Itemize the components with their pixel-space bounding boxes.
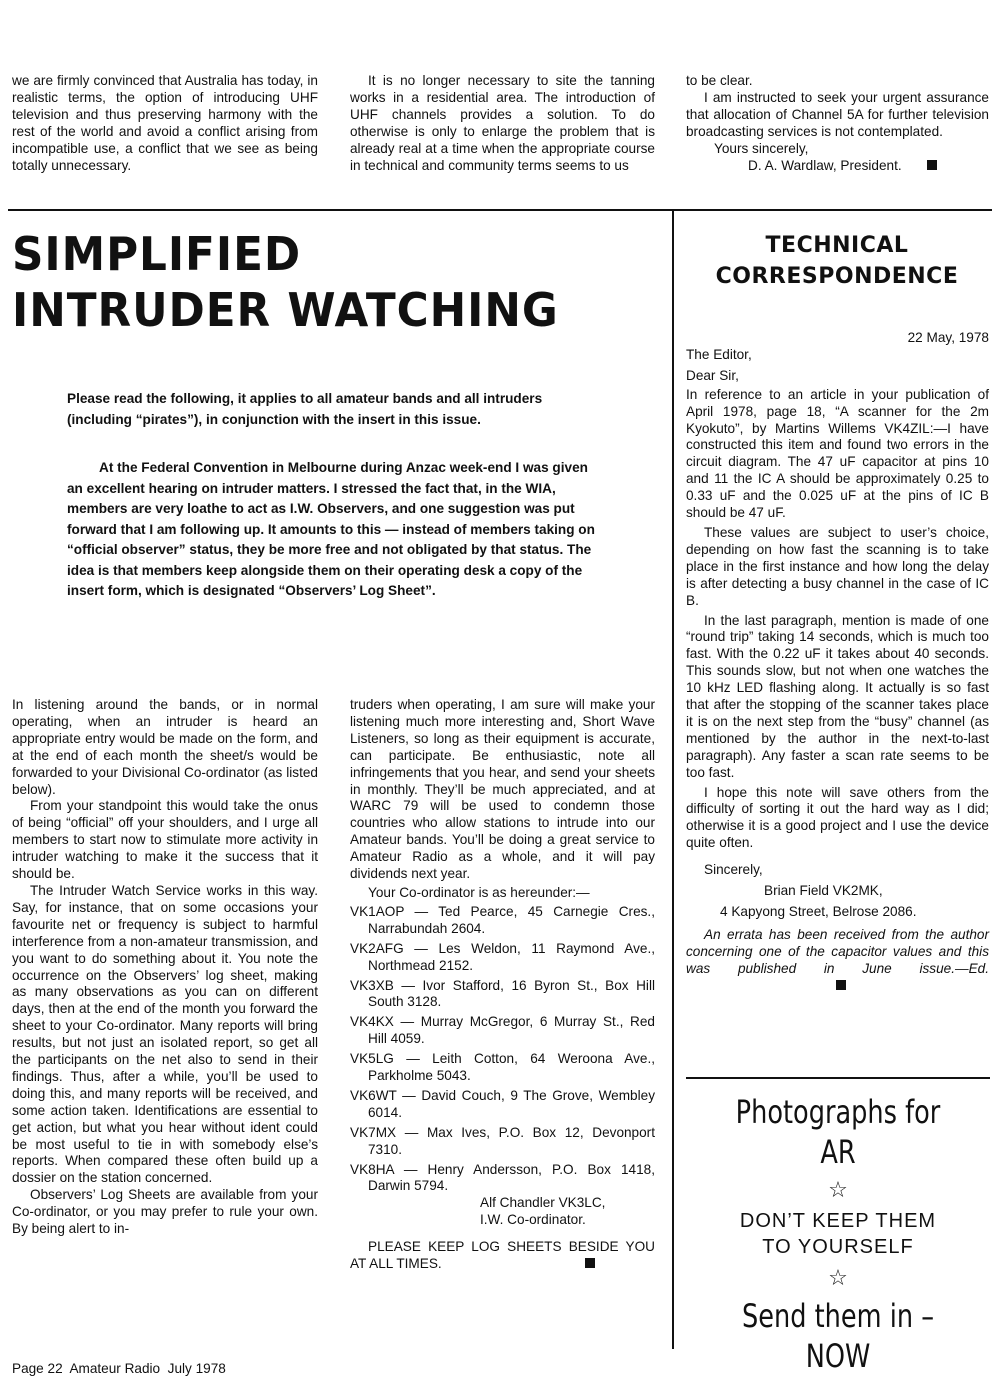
page-footer: Page 22 Amateur Radio July 1978 <box>12 1361 226 1376</box>
tech-heading-line-1: TECHNICAL <box>765 233 909 258</box>
letter-continuation: to be clear. <box>686 73 753 88</box>
coordinator-entry: VK6WT — David Couch, 9 The Grove, Wembley 6014. <box>350 1087 655 1120</box>
headline-line-1: SIMPLIFIED <box>12 227 302 281</box>
article-closing-text: PLEASE KEEP LOG SHEETS BESIDE YOU AT ALL TIMES. <box>350 1239 655 1272</box>
editor-note-text: An errata has been received from the author concerning one of the capacitor values and this was published in June issue.—Ed. <box>686 926 989 976</box>
ad-headline: Photographs for AR <box>735 1093 941 1171</box>
tech-heading-line-2: CORRESPONDENCE <box>715 264 959 289</box>
editor-note <box>686 927 989 995</box>
top-column-2-text: It is no longer necessary to site the tanning works in a residential area. The introduction of UHF channels provides a solution. To do otherwise is only to enlarge the problem that is already real at a time when the appropriate course in technical and community terms seems to us <box>350 73 655 173</box>
end-mark-icon <box>927 160 937 170</box>
intro-paragraph-1: Please read the following, it applies to all amateur bands and all intruders (including “pirates”), in conjunction with the insert in this issue. <box>67 391 543 427</box>
article-paragraph: The Intruder Watch Service works in this way. Say, for instance, that on some occasions your favourite net or frequency is subject to harmful interference from a non-amateur transmission, and you want to do something about it. You note the occurrence on the Observers’ log sheet, making as many observations as you can on different days, then at the end of the month you forward the sheet to your Co-ordinator. Many reports will bring results, but not just an isolated report, so get all the participants on the net also to send in their findings. Thus, after a while, you’ll be used to doing this, and many reports will be received, and some action taken. Identifications are essential to get action, but what you hear without ident could be most useful to tie in with somebody else’s reports. When compared these often build up a dossier on the station concerned. <box>12 882 318 1186</box>
article-paragraph: In listening around the bands, or in normal operating, when an intruder is heard an appropriate entry would be made on the form, and at the end of each month the sheet/s would be forwarded to your Divisional Co-ordinator (as listed below). <box>12 697 318 797</box>
letter-paragraph: In the last paragraph, mention is made of one “round trip” taking 14 seconds, which is much too fast. With the 0.22 uF it takes about 40 seconds. This sounds slow, but not when one watches the 10 kHz LED flashing along. It actually is so fast that after the stopping of the scanner takes place it is on the next step from the “busy” channel (as mentioned by the author in the next-to-last paragraph). Any faster a scan rate seems to be too fast. <box>686 612 989 780</box>
section-divider <box>8 209 992 211</box>
coordinator-entry: VK8HA — Henry Andersson, P.O. Box 1418, Darwin 5794. <box>350 1161 655 1194</box>
letter-paragraph: I hope this note will save others from the difficulty of sorting it out the hard way as I did; otherwise it is a good project and I use the device quite often. <box>686 784 989 851</box>
article-intro <box>67 389 607 602</box>
top-column-3 <box>686 73 989 174</box>
coordinator-entry: VK4KX — Murray McGregor, 6 Murray St., Red Hill 4059. <box>350 1014 655 1047</box>
top-column-2 <box>350 73 655 174</box>
letter-signature-text: D. A. Wardlaw, President. <box>748 157 902 173</box>
coordinator-entry: VK5LG — Leith Cotton, 64 Weroona Ave., Parkholme 5043. <box>350 1051 655 1084</box>
letter-paragraph: In reference to an article in your publication of April 1978, page 18, “A scanner for the 2m Kyokuto”, by Martins Willems VK4ZIL:—I have constructed this item and found two errors in the circuit diagram. The 47 uF capacitor at pins 10 and 11 the IC A should be approximately 0.25 to 0.33 uF and the 0.025 uF at the pins of IC B should be 47 uF. <box>686 386 989 521</box>
letter-date: 22 May, 1978 <box>907 330 989 345</box>
letter-salutation: Dear Sir, <box>686 367 739 383</box>
intro-paragraph-2: At the Federal Convention in Melbourne during Anzac week-end I was given an excellent hearing on intruder matters. I stressed the fact that, in the WIA, members are very loathe to act as I.W. Observers, and one suggestion was put forward that I am following up. It amounts to this — instead of members taking on “official observer” status, they be more free and not obligated by that status. The idea is that members keep alongside them on their operating desk a copy of the insert form, which is designated “Observers’ Log Sheet”. <box>67 460 595 598</box>
coordinator-list <box>350 904 655 1196</box>
article-column-middle <box>350 697 655 1273</box>
article-signature-name: Alf Chandler VK3LC, <box>480 1195 606 1211</box>
letter-signature <box>686 158 989 175</box>
letter-closing: Yours sincerely, <box>714 140 809 156</box>
column-divider <box>672 209 674 1349</box>
top-column-1 <box>12 73 318 174</box>
article-paragraph: From your standpoint this would take the onus of being “official” off your shoulders, and I urge all members to start now to stimulate more activity in intruder watching to make it the success that it should be. <box>12 798 318 882</box>
article-paragraph: truders when operating, I am sure will make your listening much more interesting and, Short Wave Listeners, so long as their equipment is accurate, can participate. Be enthusiastic, note all infringements that you hear, and send your sheets in monthly. They’ll be much appreciated, and at WARC 79 will be used to condemn those countries who allow stations to intrude into our Amateur bands. You’ll be doing a great service to Amateur Radio as a whole, and it will pay dividends next year. <box>350 697 655 882</box>
article-paragraph: Observers’ Log Sheets are available from your Co-ordinator, or you may prefer to rule your own. By being alert to in- <box>12 1187 318 1237</box>
letter-paragraph: These values are subject to user’s choice, depending on how fast the scanning is to take place in the first instance and how long the delay is after detecting a busy channel in the case of IC B. <box>686 524 989 608</box>
ad-line-2: DON’T KEEP THEM <box>739 1210 937 1232</box>
photographs-ad <box>686 1092 990 1376</box>
letter-signature-address: 4 Kapyong Street, Belrose 2086. <box>720 904 917 919</box>
coordinator-entry: VK1AOP — Ted Pearce, 45 Carnegie Cres., Narrabundah 2604. <box>350 903 655 936</box>
letter-request: I am instructed to seek your urgent assurance that allocation of Channel 5A for further television broadcasting services is not contemplated. <box>686 89 989 139</box>
star-icon: ☆ <box>828 1266 848 1291</box>
star-icon: ☆ <box>828 1178 848 1203</box>
end-mark-icon <box>836 980 846 990</box>
article-column-left <box>12 697 318 1238</box>
top-column-1-text: we are firmly convinced that Australia has today, in realistic terms, the option of introducing UHF television and thus preserving harmony with the rest of the world and avoid a conflict arising from incompatible use, a conflict that we see as being totally unnecessary. <box>12 73 318 173</box>
ad-line-3: TO YOURSELF <box>762 1236 914 1258</box>
coordinator-intro: Your Co-ordinator is as hereunder:— <box>368 884 590 900</box>
tech-letter <box>686 330 989 995</box>
ad-call-to-action: Send them in – NOW <box>742 1297 934 1375</box>
coordinator-entry: VK7MX — Max Ives, P.O. Box 12, Devonport 7310. <box>350 1124 655 1157</box>
coordinator-entry: VK3XB — Ivor Stafford, 16 Byron St., Box Hill South 3128. <box>350 977 655 1010</box>
letter-signature-name: Brian Field VK2MK, <box>764 883 883 899</box>
article-closing <box>350 1239 655 1273</box>
end-mark-icon <box>585 1258 595 1268</box>
ad-divider <box>686 1077 990 1079</box>
letter-closing: Sincerely, <box>704 862 763 878</box>
headline-line-2: INTRUDER WATCHING <box>12 283 559 337</box>
letter-recipient: The Editor, <box>686 346 752 362</box>
tech-correspondence-heading <box>684 230 990 292</box>
coordinator-entry: VK2AFG — Les Weldon, 11 Raymond Ave., Northmead 2152. <box>350 940 655 973</box>
article-signature-title: I.W. Co-ordinator. <box>480 1212 586 1228</box>
article-headline <box>12 226 630 338</box>
